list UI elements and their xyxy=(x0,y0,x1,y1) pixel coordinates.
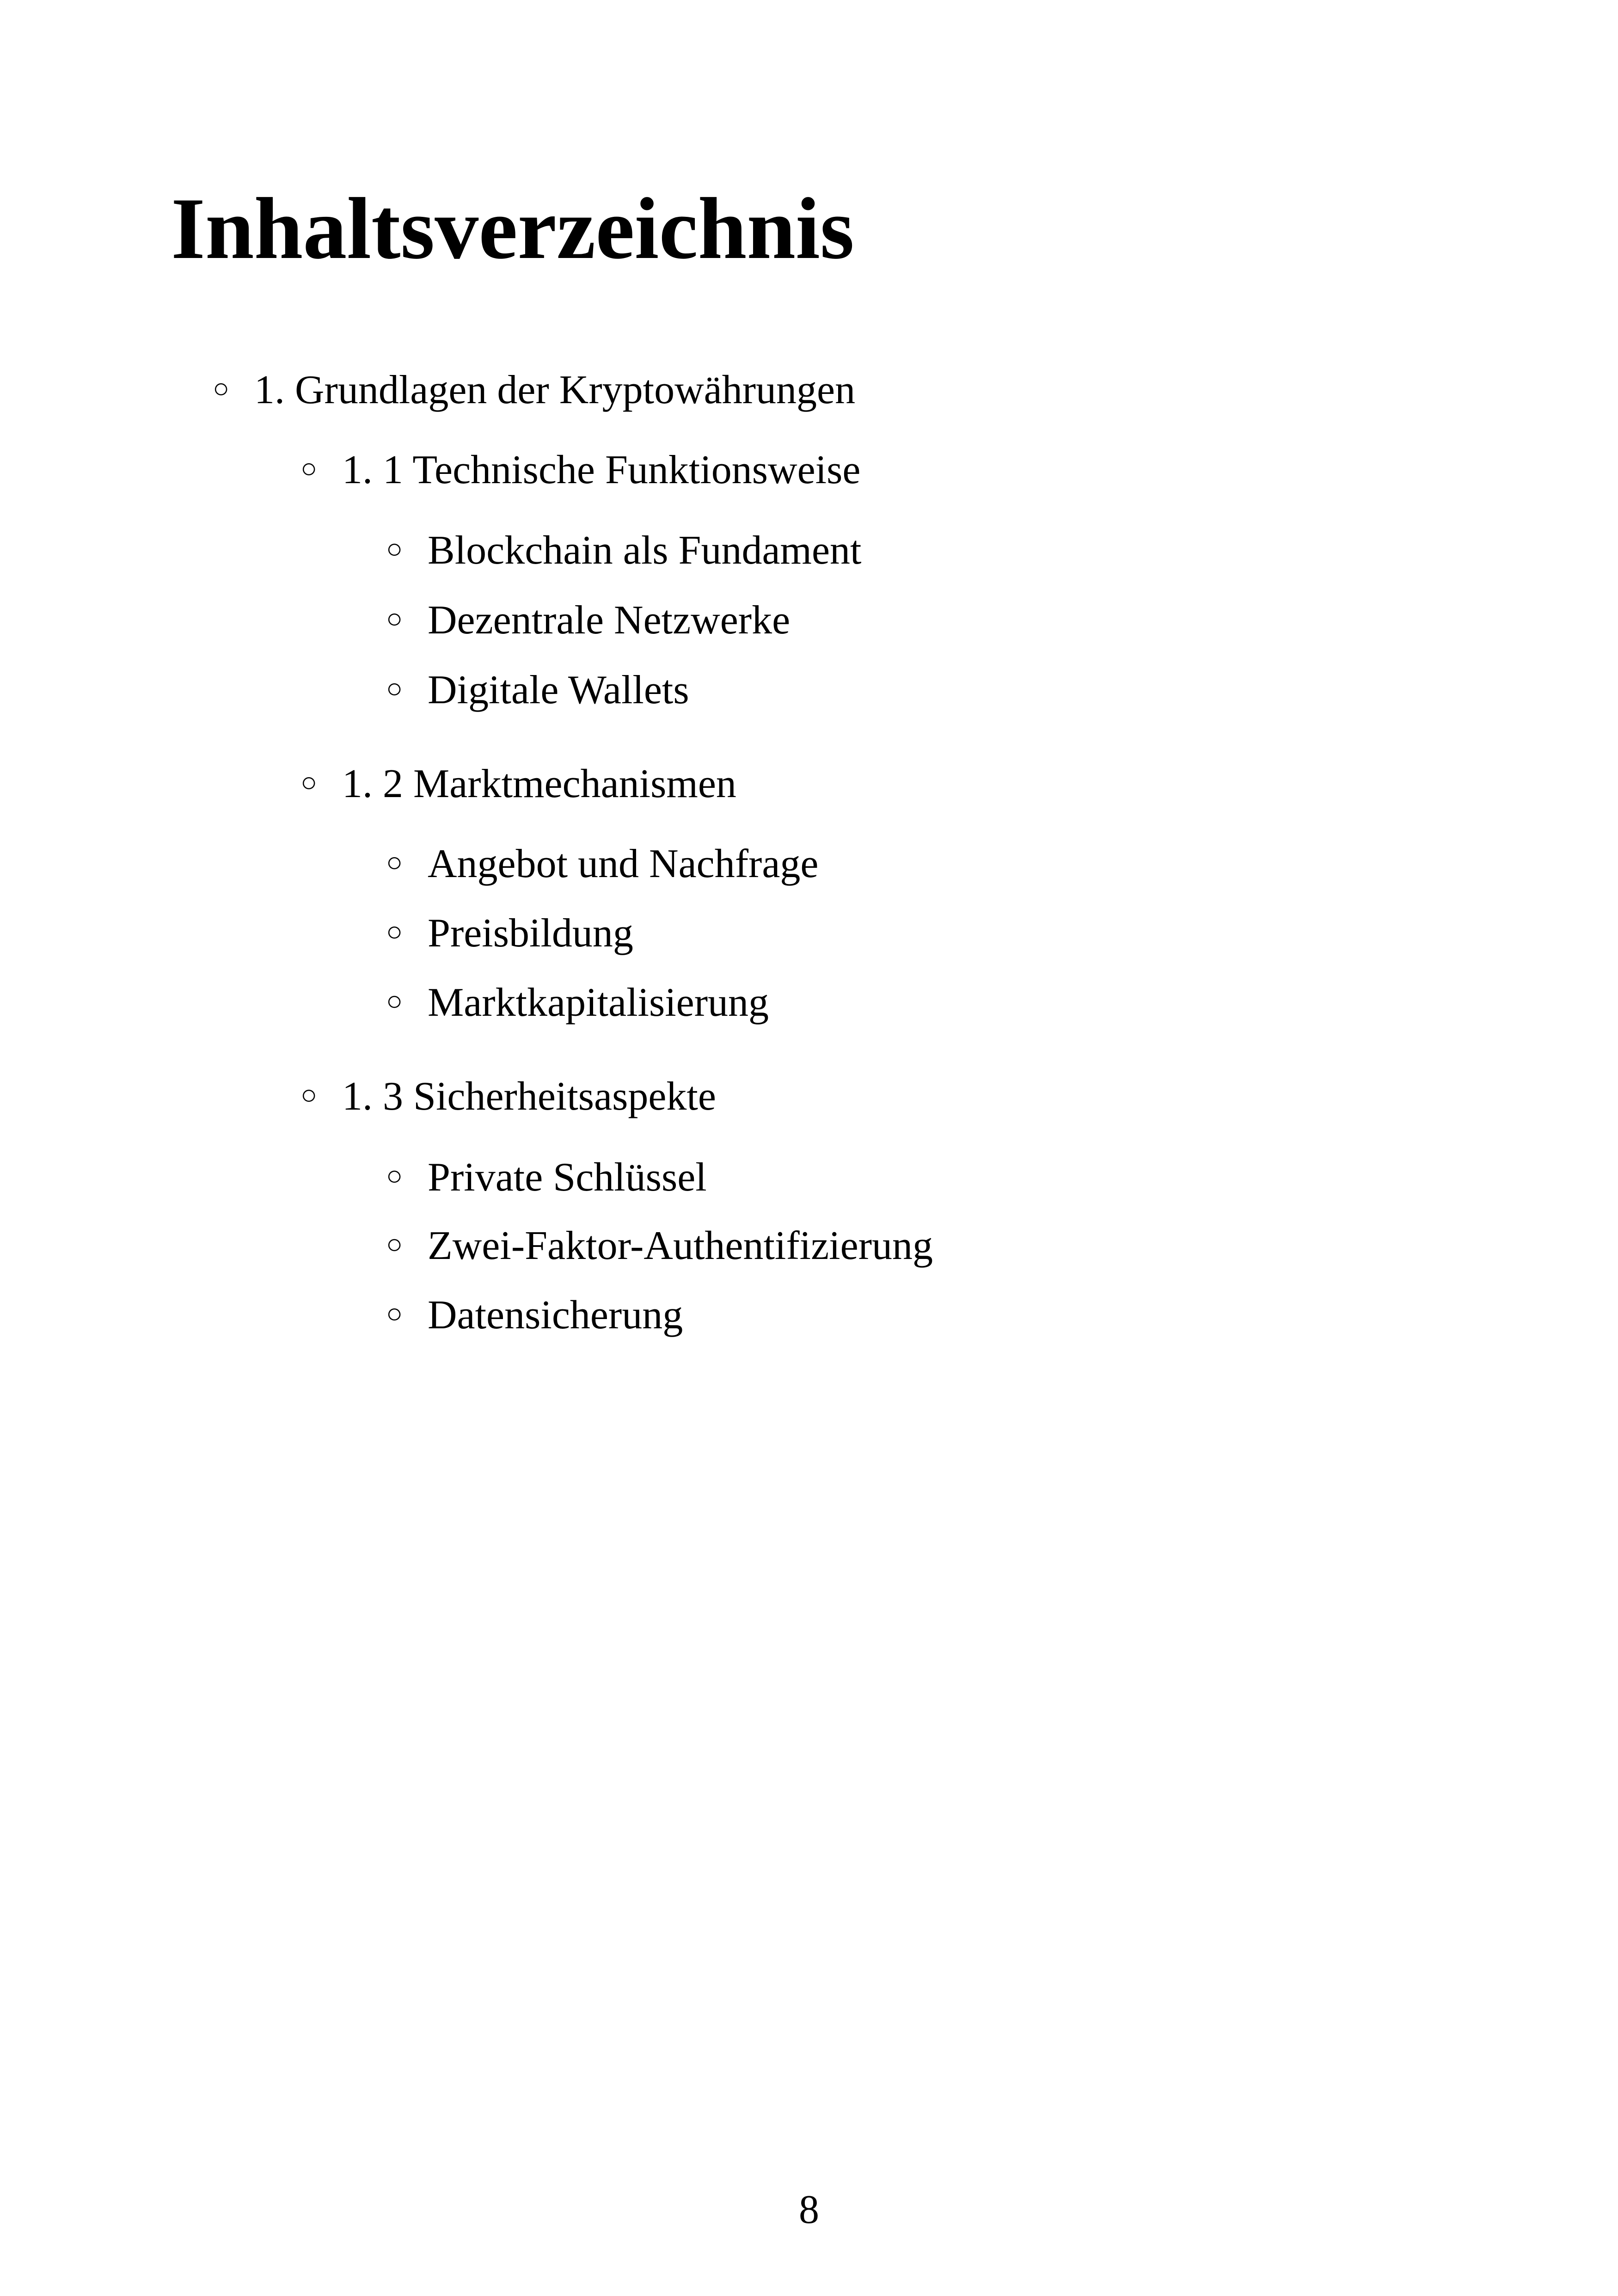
bullet-circle-icon: ○ xyxy=(386,603,403,634)
page-number: 8 xyxy=(799,2187,819,2232)
bullet-circle-icon: ○ xyxy=(386,986,403,1016)
page-title: Inhaltsverzeichnis xyxy=(171,180,854,277)
toc-item-label: Blockchain als Fundament xyxy=(428,528,862,573)
toc-chapter-label: 1. Grundlagen der Kryptowährungen xyxy=(254,368,856,412)
toc-chapter-entry xyxy=(213,363,855,416)
toc-item-label: Dezentrale Netzwerke xyxy=(428,598,791,643)
toc-item-label: Angebot und Nachfrage xyxy=(428,841,819,886)
toc-item-entry xyxy=(386,663,689,716)
toc-item-label: Zwei-Faktor-Authentifizierung xyxy=(428,1223,933,1268)
toc-item-label: Datensicherung xyxy=(428,1293,683,1338)
bullet-circle-icon: ○ xyxy=(386,1298,403,1329)
bullet-circle-icon: ○ xyxy=(386,847,403,878)
toc-item-entry xyxy=(386,837,818,890)
bullet-circle-icon: ○ xyxy=(386,673,403,704)
toc-section-label: 1. 3 Sicherheitsaspekte xyxy=(342,1074,716,1119)
toc-item-label: Preisbildung xyxy=(428,911,633,956)
bullet-circle-icon: ○ xyxy=(386,916,403,947)
toc-item-entry xyxy=(386,1219,933,1271)
toc-item-label: Marktkapitalisierung xyxy=(428,980,769,1025)
toc-section-label: 1. 1 Technische Funktionsweise xyxy=(342,448,861,492)
bullet-circle-icon: ○ xyxy=(386,1229,403,1259)
toc-item-entry xyxy=(386,1150,707,1203)
toc-item-entry xyxy=(386,1288,683,1341)
toc-section-entry xyxy=(300,443,860,496)
toc-section-label: 1. 2 Marktmechanismen xyxy=(342,761,736,806)
bullet-circle-icon: ○ xyxy=(300,767,318,798)
bullet-circle-icon: ○ xyxy=(300,453,318,484)
bullet-circle-icon: ○ xyxy=(300,1080,318,1110)
toc-item-label: Private Schlüssel xyxy=(428,1155,707,1200)
toc-section-entry xyxy=(300,1069,716,1122)
bullet-circle-icon: ○ xyxy=(386,1160,403,1191)
bullet-circle-icon: ○ xyxy=(386,534,403,564)
toc-item-label: Digitale Wallets xyxy=(428,668,689,712)
bullet-circle-icon: ○ xyxy=(213,373,230,404)
toc-item-entry xyxy=(386,593,790,646)
toc-item-entry xyxy=(386,906,633,959)
toc-section-entry xyxy=(300,757,736,810)
toc-item-entry xyxy=(386,976,769,1028)
toc-item-entry xyxy=(386,523,861,576)
